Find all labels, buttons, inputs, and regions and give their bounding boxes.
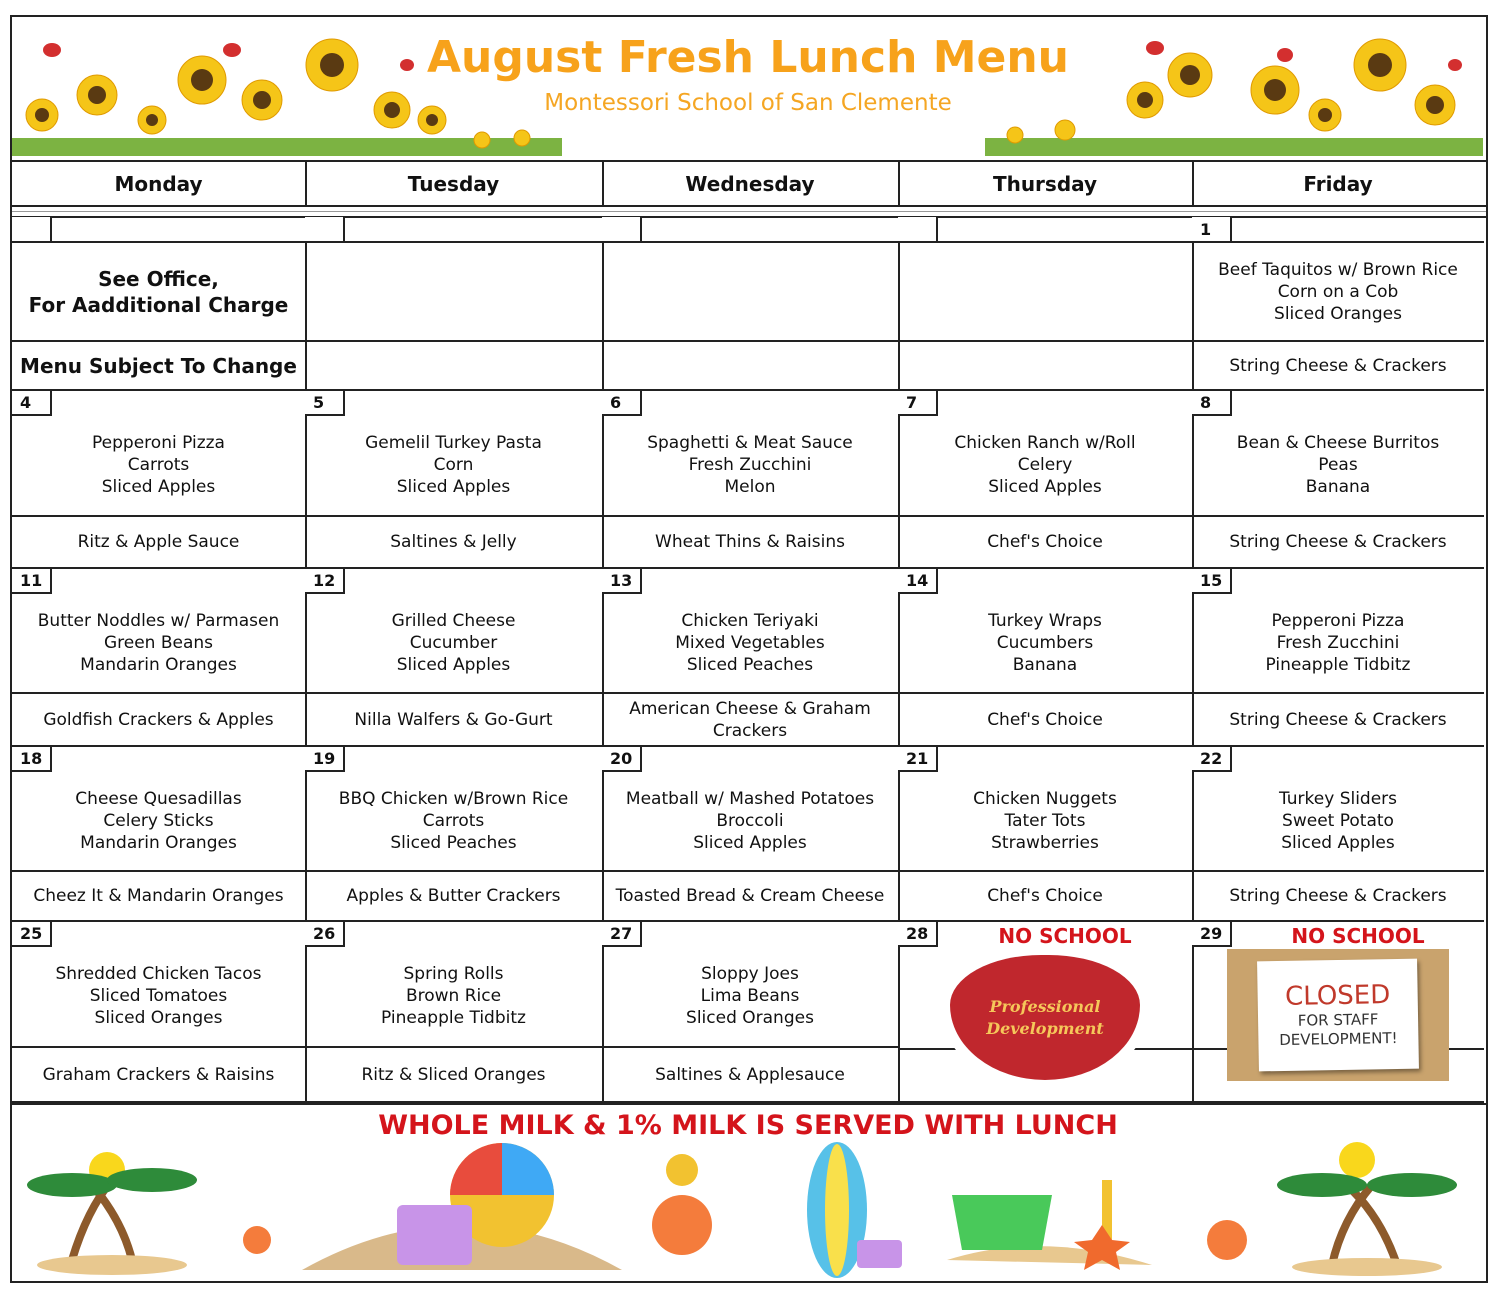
lunch-item: Melon — [724, 477, 776, 497]
lunch-item: Mandarin Oranges — [80, 654, 237, 675]
day-header-tuesday: Tuesday — [305, 162, 604, 205]
lunch-item: Sliced Apples — [396, 654, 511, 675]
lunch-item: Sliced Oranges — [94, 1008, 223, 1028]
snack-item: Ritz & Apple Sauce — [77, 532, 240, 552]
snack-cell — [602, 694, 900, 747]
no-school-cell — [1192, 922, 1484, 1103]
snack-cell — [12, 1048, 307, 1103]
lunch-cell — [602, 391, 900, 517]
lunch-item: Cucumber — [409, 632, 498, 653]
snack-item: Chef's Choice — [987, 532, 1103, 552]
snack-cell — [602, 872, 900, 922]
date-number: 11 — [12, 569, 52, 594]
lunch-item: Sliced Apples — [1281, 832, 1395, 853]
lunch-cell — [12, 569, 307, 694]
date-number: 15 — [1192, 569, 1232, 594]
date-strip — [898, 217, 1194, 243]
school-name: Montessori School of San Clemente — [544, 90, 952, 116]
lunch-item: Carrots — [127, 455, 190, 475]
lunch-item: Strawberries — [991, 832, 1099, 853]
date-number: 27 — [602, 922, 642, 947]
lunch-item: Turkey Wraps — [988, 610, 1102, 631]
lunch-item: Pepperoni Pizza — [92, 433, 225, 453]
lunch-item: Corn on a Cob — [1277, 281, 1399, 302]
lunch-cell — [1192, 569, 1484, 694]
snack-item: Chef's Choice — [987, 886, 1103, 906]
snack-cell — [305, 342, 604, 391]
date-number: 25 — [12, 922, 52, 947]
lunch-item: Mandarin Oranges — [80, 832, 237, 853]
lunch-item: Pineapple Tidbitz — [381, 1008, 526, 1028]
lunch-cell — [602, 922, 900, 1048]
lunch-cell — [602, 569, 900, 694]
snack-cell — [1192, 517, 1484, 569]
lunch-item: Peas — [1318, 455, 1358, 475]
lunch-item: Brown Rice — [405, 986, 502, 1006]
lunch-item: Tater Tots — [1004, 810, 1086, 831]
image-caption: Professional — [989, 996, 1101, 1016]
snack-cell — [12, 872, 307, 922]
lunch-item: Grilled Cheese — [391, 610, 516, 631]
date-strip — [305, 217, 604, 243]
lunch-item: Pineapple Tidbitz — [1265, 654, 1411, 675]
lunch-cell — [898, 243, 1194, 342]
lunch-item: See Office, — [98, 266, 219, 291]
lunch-cell — [305, 747, 604, 872]
lunch-item: Fresh Zucchini — [688, 455, 812, 475]
date-number: 8 — [1192, 391, 1232, 416]
crab-icon — [652, 1195, 712, 1255]
lunch-cell — [1192, 391, 1484, 517]
lunch-item: Corn — [433, 455, 474, 475]
snack-item: American Cheese & Graham Crackers — [629, 698, 871, 741]
no-school-label: NO SCHOOL — [998, 924, 1132, 948]
sun-icon-right — [1339, 1142, 1375, 1178]
lunch-item: Celery — [1017, 455, 1073, 475]
date-number — [602, 217, 642, 243]
lunch-item: Fresh Zucchini — [1276, 632, 1400, 653]
lunch-item: For Aadditional Charge — [28, 292, 289, 317]
lunch-item: Sliced Peaches — [390, 832, 517, 853]
professional-development-apple-image — [950, 955, 1140, 1080]
image-caption: CLOSED — [1284, 980, 1391, 1012]
snack-cell — [898, 694, 1194, 747]
lunch-cell — [305, 243, 604, 342]
date-strip — [602, 217, 900, 243]
lunch-item: Sliced Oranges — [686, 1008, 814, 1028]
lunch-cell — [1192, 747, 1484, 872]
snack-item: Goldfish Crackers & Apples — [43, 709, 274, 730]
snack-item: String Cheese & Crackers — [1229, 532, 1447, 552]
lunch-item: BBQ Chicken w/Brown Rice — [338, 788, 569, 809]
date-number: 7 — [898, 391, 938, 416]
closed-for-staff-development-image — [1227, 949, 1449, 1081]
lunch-item: Sliced Apples — [988, 477, 1102, 497]
closed-note — [1257, 959, 1419, 1072]
lunch-item: Banana — [1012, 654, 1078, 675]
lunch-cell — [602, 747, 900, 872]
lunch-item: Sliced Oranges — [1274, 303, 1402, 324]
lunch-cell — [12, 922, 307, 1048]
lunch-item: Spaghetti & Meat Sauce — [647, 433, 853, 453]
date-number: 20 — [602, 747, 642, 772]
date-number: 6 — [602, 391, 642, 416]
lunch-item: Meatball w/ Mashed Potatoes — [625, 788, 875, 809]
crab-icon — [1207, 1220, 1247, 1260]
lunch-item: Butter Noddles w/ Parmasen — [37, 610, 280, 631]
date-number: 28 — [898, 922, 938, 947]
no-school-cell — [898, 922, 1194, 1103]
lunch-cell — [12, 391, 307, 517]
sand-bucket-icon — [952, 1195, 1052, 1250]
lunch-item: Chicken Nuggets — [973, 788, 1117, 809]
date-number: 1 — [1192, 217, 1232, 243]
lunch-item: Sliced Apples — [396, 477, 511, 497]
snack-cell — [602, 517, 900, 569]
lunch-cell — [305, 569, 604, 694]
date-number — [12, 217, 52, 243]
date-number: 21 — [898, 747, 938, 772]
divider — [12, 205, 1486, 207]
lunch-item: Shredded Chicken Tacos — [55, 964, 262, 984]
date-number: 4 — [12, 391, 52, 416]
lunch-item: Mixed Vegetables — [675, 632, 825, 653]
lunch-item: Pepperoni Pizza — [1271, 610, 1405, 631]
lunch-item: Carrots — [422, 810, 485, 831]
snack-cell — [602, 342, 900, 391]
no-school-label: NO SCHOOL — [1291, 924, 1425, 948]
day-header-monday: Monday — [12, 162, 307, 205]
lunch-cell — [305, 391, 604, 517]
crab-icon — [243, 1226, 271, 1254]
lunch-cell — [12, 747, 307, 872]
snack-item: Saltines & Applesauce — [655, 1064, 845, 1085]
lunch-item: Chicken Ranch w/Roll — [954, 433, 1136, 453]
milk-notice: WHOLE MILK & 1% MILK IS SERVED WITH LUNCH — [378, 1110, 1118, 1141]
lunch-cell — [898, 569, 1194, 694]
lunch-item: Sliced Tomatoes — [89, 986, 228, 1006]
lunch-item: Celery Sticks — [103, 810, 214, 831]
lunch-item: Cheese Quesadillas — [75, 788, 242, 809]
date-number: 5 — [305, 391, 345, 416]
date-number: 29 — [1192, 922, 1232, 947]
snack-item: Wheat Thins & Raisins — [655, 532, 845, 552]
image-caption: FOR STAFF — [1297, 1010, 1379, 1030]
snack-cell — [1192, 872, 1484, 922]
lunch-item: Sweet Potato — [1282, 810, 1394, 831]
snack-cell — [12, 517, 307, 569]
snack-item: Chef's Choice — [987, 709, 1103, 730]
bucket-icon — [397, 1205, 472, 1265]
lunch-item: Cucumbers — [996, 632, 1094, 653]
lunch-cell — [12, 243, 307, 342]
snack-item: Apples & Butter Crackers — [346, 886, 561, 906]
lunch-cell — [898, 747, 1194, 872]
lunch-cell — [305, 922, 604, 1048]
snack-item: Cheez It & Mandarin Oranges — [33, 886, 284, 906]
date-number: 22 — [1192, 747, 1232, 772]
day-header-thursday: Thursday — [898, 162, 1194, 205]
snack-item: Nilla Walfers & Go-Gurt — [354, 709, 553, 730]
snack-cell — [898, 342, 1194, 391]
lunch-item: Sliced Apples — [693, 832, 807, 853]
lunch-item: Broccoli — [716, 810, 784, 831]
snack-item: String Cheese & Crackers — [1229, 886, 1447, 906]
date-strip — [12, 217, 307, 243]
snack-item: Toasted Bread & Cream Cheese — [615, 886, 885, 906]
date-number — [898, 217, 938, 243]
lunch-item: Beef Taquitos w/ Brown Rice — [1218, 259, 1458, 280]
beach-decoration — [12, 1140, 1484, 1278]
lunch-item: Turkey Sliders — [1278, 788, 1398, 809]
lunch-item: Sliced Peaches — [686, 654, 814, 675]
lunch-item: Lima Beans — [700, 986, 800, 1006]
lunch-item: Gemelil Turkey Pasta — [365, 433, 542, 453]
snack-item: String Cheese & Crackers — [1229, 355, 1447, 376]
snack-cell — [898, 872, 1194, 922]
snack-item: Ritz & Sliced Oranges — [361, 1064, 546, 1085]
divider — [12, 211, 1486, 212]
date-number: 19 — [305, 747, 345, 772]
image-caption: DEVELOPMENT! — [1279, 1028, 1398, 1050]
snack-cell — [898, 517, 1194, 569]
lunch-item: Sloppy Joes — [701, 964, 799, 984]
snack-cell — [12, 694, 307, 747]
lunch-item: Chicken Teriyaki — [681, 610, 819, 631]
lunch-item: Green Beans — [103, 632, 214, 653]
snack-cell — [1192, 342, 1484, 391]
day-header-friday: Friday — [1303, 171, 1373, 196]
snack-item: String Cheese & Crackers — [1229, 709, 1447, 730]
day-header-wednesday: Wednesday — [602, 162, 900, 205]
divider — [12, 1103, 1486, 1105]
lunch-cell — [602, 243, 900, 342]
page-title: August Fresh Lunch Menu — [426, 32, 1070, 83]
lunch-cell — [1192, 243, 1484, 342]
snack-item: Menu Subject To Change — [20, 353, 297, 378]
lunch-item: Bean & Cheese Burritos — [1236, 433, 1440, 453]
snack-cell — [305, 694, 604, 747]
snack-cell — [305, 872, 604, 922]
snack-item: Saltines & Jelly — [390, 532, 517, 552]
date-strip — [1192, 217, 1484, 243]
date-number: 18 — [12, 747, 52, 772]
image-caption: Development — [986, 1018, 1104, 1038]
date-number: 12 — [305, 569, 345, 594]
date-number: 13 — [602, 569, 642, 594]
date-number: 26 — [305, 922, 345, 947]
date-number: 14 — [898, 569, 938, 594]
lunch-cell — [898, 391, 1194, 517]
snack-cell — [12, 342, 307, 391]
snack-item: Graham Crackers & Raisins — [42, 1064, 275, 1085]
snack-cell — [305, 517, 604, 569]
snack-cell — [602, 1048, 900, 1103]
date-number — [305, 217, 345, 243]
lunch-item: Sliced Apples — [101, 477, 216, 497]
snack-cell — [305, 1048, 604, 1103]
lunch-item: Banana — [1305, 477, 1371, 497]
snack-cell — [1192, 694, 1484, 747]
lunch-item: Spring Rolls — [403, 964, 504, 984]
